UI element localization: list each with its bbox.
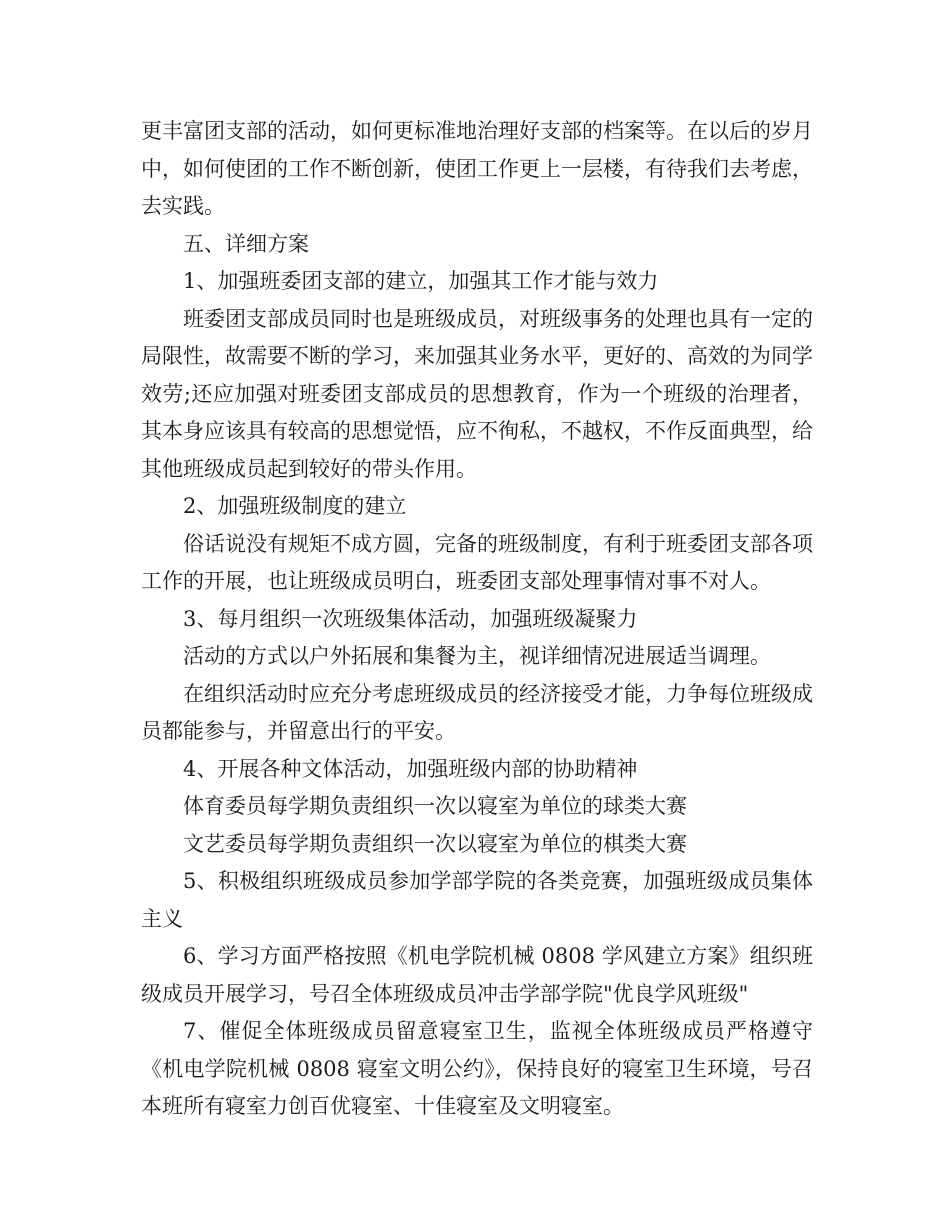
paragraph-intro: 更丰富团支部的活动，如何更标准地治理好支部的档案等。在以后的岁月中，如何使团的工作不断创新，使团工作更上一层楼，有待我们去考虑，去实践。	[141, 119, 813, 218]
item-heading-1: 1、加强班委团支部的建立，加强其工作才能与效力	[183, 269, 659, 293]
section-heading: 五、详细方案	[183, 231, 309, 256]
item-heading-3: 3、每月组织一次班级集体活动，加强班级凝聚力	[183, 606, 638, 631]
document-body	[141, 113, 813, 1126]
paragraph-body: 在组织活动时应充分考虑班级成员的经济接受才能，力争每位班级成员都能参与，并留意出行的平安。	[141, 681, 813, 743]
item-heading-6: 6、学习方面严格按照《机电学院机械 0808 学风建立方案》组织班级成员开展学习，号召全体班级成员冲击学部学院"优良学风班级"	[141, 944, 813, 1006]
paragraph-body: 文艺委员每学期负责组织一次以寝室为单位的棋类大赛	[183, 831, 687, 856]
item-heading-7: 7、催促全体班级成员留意寝室卫生，监视全体班级成员严格遵守《机电学院机械 0808 寝室文明公约》，保持良好的寝室卫生环境，号召本班所有寝室力创百优寝室、十佳寝室及文明寝室。	[141, 1019, 813, 1118]
item-heading-5: 5、积极组织班级成员参加学部学院的各类竞赛，加强班级成员集体主义	[141, 869, 813, 931]
item-heading-2: 2、加强班级制度的建立	[183, 494, 407, 518]
paragraph-body: 活动的方式以户外拓展和集餐为主，视详细情况进展适当调理。	[183, 644, 771, 668]
paragraph-body: 俗话说没有规矩不成方圆，完备的班级制度，有利于班委团支部各项工作的开展，也让班级成员明白，班委团支部处理事情对事不对人。	[141, 531, 813, 593]
item-heading-4: 4、开展各种文体活动，加强班级内部的协助精神	[183, 756, 638, 781]
paragraph-body: 体育委员每学期负责组织一次以寝室为单位的球类大赛	[183, 794, 687, 818]
paragraph-body: 班委团支部成员同时也是班级成员，对班级事务的处理也具有一定的局限性，故需要不断的学习，来加强其业务水平，更好的、高效的为同学效劳;还应加强对班委团支部成员的思想教育，作为一个班级的治理者，其本身应该具有较高的思想觉悟，应不徇私，不越权，不作反面典型，给其他班级成员起到较好的带头作用。	[141, 306, 813, 481]
